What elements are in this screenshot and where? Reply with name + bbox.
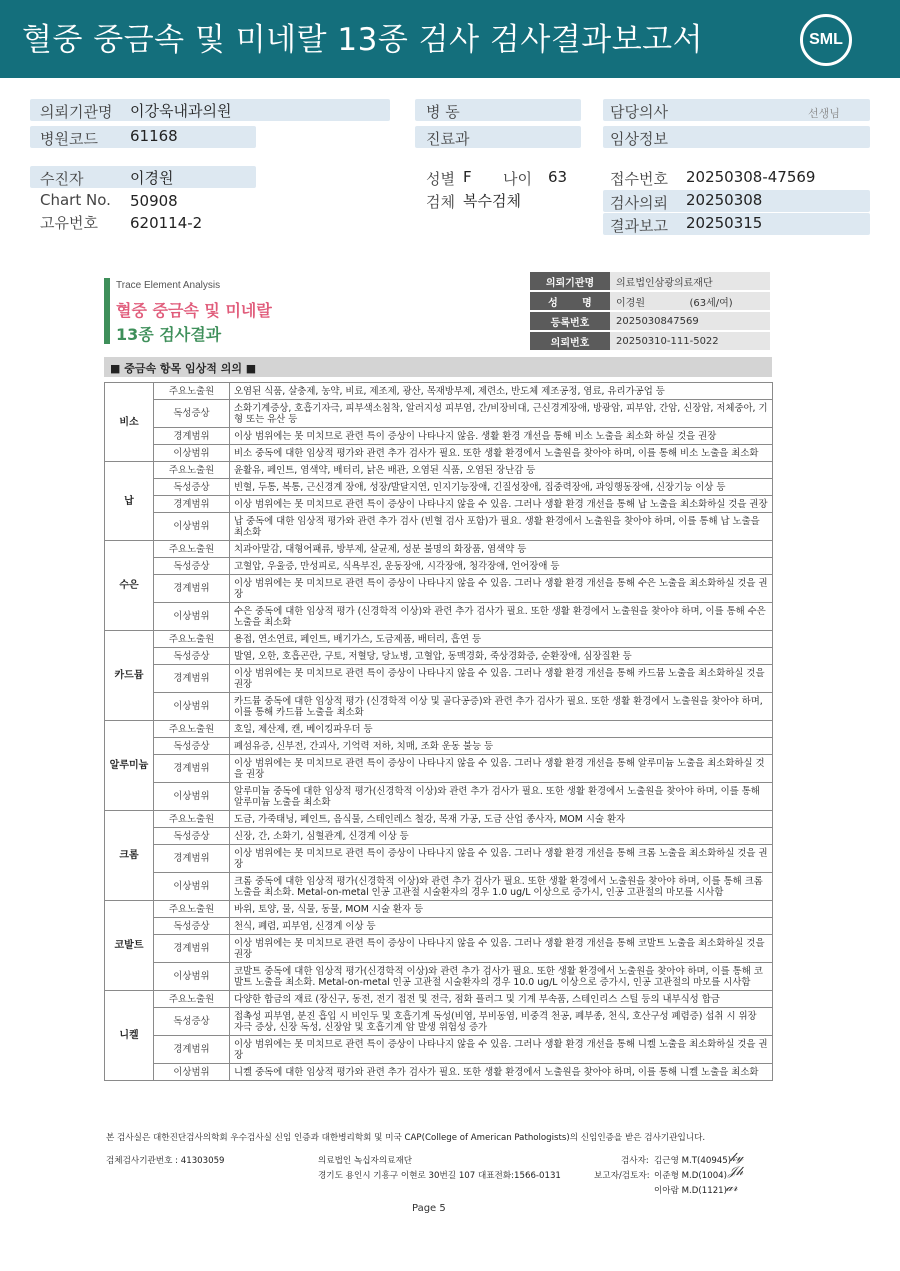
client-label: 의뢰기관명 (40, 103, 113, 121)
tester-label: 검사자: (621, 1156, 649, 1166)
row-category: 독성증상 (154, 1008, 230, 1036)
row-category: 경계범위 (154, 428, 230, 445)
table-row (105, 693, 773, 721)
table-row (105, 665, 773, 693)
table-row (105, 721, 773, 738)
report-title: 혈중 중금속 및 미네랄 13종 검사 검사결과보고서 (22, 22, 704, 58)
table-row (105, 513, 773, 541)
row-category: 독성증상 (154, 479, 230, 496)
table-row (105, 558, 773, 575)
certification-note: 본 검사실은 대한진단검사의학회 우수검사실 신임 인증과 대한병리학회 및 미국 CAP(College of American Pathologists)의 신임인증을 받은 검사기관입니다. (106, 1133, 706, 1143)
table-row (105, 873, 773, 901)
clinical-significance-table (104, 382, 773, 1081)
row-category: 이상범위 (154, 873, 230, 901)
element-name: 크롬 (105, 811, 154, 901)
hospital-code-value: 61168 (130, 127, 178, 145)
row-category: 이상범위 (154, 963, 230, 991)
row-category: 경계범위 (154, 755, 230, 783)
doctor-suffix: 선생님 (808, 107, 840, 120)
row-description: 호일, 제산제, 캔, 베이킹파우더 등 (230, 721, 773, 738)
reporter-signature-2: 𝒶𝓇 (726, 1180, 738, 1194)
table-row (105, 428, 773, 445)
row-description: 이상 범위에는 못 미치므로 관련 특이 증상이 나타나지 않을 수 있음. 그러나 생활 환경 개선을 통해 크롬 노출을 최소화하실 것을 권장 (230, 845, 773, 873)
element-name: 납 (105, 462, 154, 541)
row-category: 이상범위 (154, 603, 230, 631)
row-category: 주요노출원 (154, 383, 230, 400)
card-accent-bar (104, 278, 110, 344)
row-category: 독성증상 (154, 828, 230, 845)
patient-name-value: 이경원 (130, 169, 174, 187)
row-description: 알루미늄 중독에 대한 임상적 평가(신경학적 이상)와 관련 추가 검사가 필요. 또한 생활 환경에서 노출원을 찾아야 하며, 이를 통해 알루미늄 노출을 최소화 (230, 783, 773, 811)
row-category: 주요노출원 (154, 541, 230, 558)
table-row (105, 901, 773, 918)
element-name: 비소 (105, 383, 154, 462)
element-name: 알루미늄 (105, 721, 154, 811)
row-description: 카드뮴 중독에 대한 임상적 평가 (신경학적 이상 및 골다공증)와 관련 추가 검사가 필요. 또한 생활 환경에서 노출원을 찾아야 하며, 이를 통해 카드뮴 노출을 최소화 (230, 693, 773, 721)
request-date-value: 20250308 (686, 191, 763, 209)
client-value: 이강욱내과의원 (130, 102, 232, 120)
table-row (105, 1036, 773, 1064)
row-description: 이상 범위에는 못 미치므로 관련 특이 증상이 나타나지 않을 수 있음. 그러나 생활 환경 개선을 통해 알루미늄 노출을 최소화하실 것을 권장 (230, 755, 773, 783)
department-label: 진료과 (426, 130, 470, 148)
row-description: 이상 범위에는 못 미치므로 관련 특이 증상이 나타나지 않을 수 있음. 그러나 생활 환경 개선을 통해 코발트 노출을 최소화하실 것을 권장 (230, 935, 773, 963)
unique-id-label: 고유번호 (40, 214, 98, 232)
table-row (105, 755, 773, 783)
receipt-no-value: 20250308-47569 (686, 168, 816, 186)
row-description: 이상 범위에는 못 미치므로 관련 특이 증상이 나타나지 않음. 생활 환경 개선을 통해 비소 노출을 최소화 하실 것을 권장 (230, 428, 773, 445)
row-description: 윤활유, 페인트, 염색약, 배터리, 낡은 배관, 오염된 식품, 오염된 장난감 등 (230, 462, 773, 479)
row-category: 독성증상 (154, 558, 230, 575)
table-row (105, 828, 773, 845)
table-row (105, 603, 773, 631)
row-category: 주요노출원 (154, 462, 230, 479)
card-info-table (530, 270, 770, 352)
row-category: 독성증상 (154, 648, 230, 665)
row-description: 신장, 간, 소화기, 심혈관계, 신경계 이상 등 (230, 828, 773, 845)
row-description: 니켈 중독에 대한 임상적 평가와 관련 추가 검사가 필요. 또한 생활 환경에서 노출원을 찾아야 하며, 이를 통해 니켈 노출을 최소화 (230, 1064, 773, 1081)
row-category: 경계범위 (154, 575, 230, 603)
table-row (105, 783, 773, 811)
card-info-row (530, 312, 770, 330)
table-row (105, 445, 773, 462)
row-category: 경계범위 (154, 665, 230, 693)
card-info-value: 2025030847569 (610, 312, 770, 330)
row-description: 다양한 합금의 재료 (장신구, 동전, 전기 접전 및 전극, 점화 플러그 및 기계 부속품, 스테인리스 스틸 등의 내부식성 합금 (230, 991, 773, 1008)
unique-id-value: 620114-2 (130, 214, 203, 232)
row-category: 이상범위 (154, 513, 230, 541)
row-description: 접촉성 피부염, 분진 흡입 시 비인두 및 호흡기계 독성(비염, 부비동염, 비중격 천공, 폐부종, 천식, 호산구성 폐렴증) 섭취 시 위장 자극 증상, 신장 독성, 신장암 및 호흡기계 암 발생 위험성 증가 (230, 1008, 773, 1036)
page-number: Page 5 (412, 1203, 446, 1214)
logo-text: SML (809, 31, 843, 48)
row-description: 천식, 폐렴, 피부염, 신경계 이상 등 (230, 918, 773, 935)
row-description: 치과아말감, 대형어패류, 방부제, 살균제, 성분 불명의 화장품, 염색약 등 (230, 541, 773, 558)
table-row (105, 963, 773, 991)
row-description: 바위, 토양, 물, 식물, 동물, MOM 시술 환자 등 (230, 901, 773, 918)
chart-no-value: 50908 (130, 192, 178, 210)
table-row (105, 479, 773, 496)
row-description: 도금, 가죽태닝, 페인트, 음식물, 스테인레스 철강, 목재 가공, 도금 산업 종사자, MOM 시술 환자 (230, 811, 773, 828)
row-category: 이상범위 (154, 445, 230, 462)
specimen-value: 복수검체 (463, 192, 521, 210)
lab-number: 검체검사기관번호 : 41303059 (106, 1156, 225, 1166)
tester-signature: 𝓀𝓎 (730, 1150, 744, 1164)
card-info-value: 20250310-111-5022 (610, 332, 770, 350)
row-description: 이상 범위에는 못 미치므로 관련 특이 증상이 나타나지 않을 수 있음. 그러나 생활 환경 개선을 통해 니켈 노출을 최소화하실 것을 권장 (230, 1036, 773, 1064)
table-row (105, 648, 773, 665)
card-info-key: 의뢰번호 (530, 332, 610, 350)
request-date-label: 검사의뢰 (610, 194, 668, 212)
doctor-label: 담당의사 (610, 103, 668, 121)
specimen-label: 검체 (426, 193, 455, 211)
section-header (104, 357, 772, 377)
table-row (105, 462, 773, 479)
row-category: 이상범위 (154, 693, 230, 721)
row-description: 이상 범위에는 못 미치므로 관련 특이 증상이 나타나지 않을 수 있음. 그러나 생활 환경 개선을 통해 납 노출을 최소화하실 것을 권장 (230, 496, 773, 513)
row-category: 이상범위 (154, 1064, 230, 1081)
element-name: 코발트 (105, 901, 154, 991)
table-row (105, 991, 773, 1008)
row-category: 경계범위 (154, 1036, 230, 1064)
card-info-key: 의뢰기관명 (530, 272, 610, 290)
row-description: 소화기계증상, 호흡기자극, 피부색소침착, 알러지성 피부염, 간/비장비대, 근신경계장애, 방광암, 피부암, 간암, 신장암, 저체중아, 기형 또는 유산 등 (230, 400, 773, 428)
element-name: 카드뮴 (105, 631, 154, 721)
table-row (105, 845, 773, 873)
hospital-code-label: 병원코드 (40, 130, 98, 148)
card-info-key: 성 명 (530, 292, 610, 310)
row-description: 빈혈, 두통, 복통, 근신경계 장애, 성장/발달지연, 인지기능장애, 긴질성장애, 집중력장애, 과잉행동장애, 신장기능 이상 등 (230, 479, 773, 496)
tester-value: 김근영 M.T(40945) (654, 1156, 732, 1166)
card-subtitle: Trace Element Analysis (116, 280, 221, 291)
table-row (105, 575, 773, 603)
row-description: 폐섬유증, 신부전, 간괴사, 기억력 저하, 치매, 조화 운동 불능 등 (230, 738, 773, 755)
sml-logo (800, 14, 852, 66)
row-category: 경계범위 (154, 935, 230, 963)
row-description: 발열, 오한, 호흡곤란, 구토, 저혈당, 당뇨병, 고혈압, 동맥경화, 죽상경화증, 순환장애, 심장질환 등 (230, 648, 773, 665)
card-info-key: 등록번호 (530, 312, 610, 330)
row-category: 독성증상 (154, 918, 230, 935)
chart-no-label: Chart No. (40, 191, 111, 209)
table-row (105, 541, 773, 558)
card-info-value: 이경원 (63세/여) (610, 292, 770, 310)
row-description: 수은 중독에 대한 임상적 평가 (신경학적 이상)와 관련 추가 검사가 필요. 또한 생활 환경에서 노출원을 찾아야 하며, 이를 통해 수은 노출을 최소화 (230, 603, 773, 631)
report-date-value: 20250315 (686, 214, 763, 232)
table-row (105, 496, 773, 513)
reporter-2: 이아람 M.D(1121) (654, 1186, 727, 1196)
row-category: 주요노출원 (154, 901, 230, 918)
element-name: 수은 (105, 541, 154, 631)
table-row (105, 383, 773, 400)
org-name: 의료법인 녹십자의료재단 (318, 1156, 413, 1166)
table-row (105, 935, 773, 963)
receipt-no-label: 접수번호 (610, 170, 668, 188)
row-category: 경계범위 (154, 845, 230, 873)
ward-label: 병 동 (426, 103, 460, 121)
table-row (105, 1064, 773, 1081)
row-category: 주요노출원 (154, 991, 230, 1008)
row-description: 오염된 식품, 살충제, 농약, 비료, 제조제, 광산, 목재방부제, 제련소, 반도체 제조공정, 염료, 유리가공업 등 (230, 383, 773, 400)
row-description: 이상 범위에는 못 미치므로 관련 특이 증상이 나타나지 않을 수 있음. 그러나 생활 환경 개선을 통해 수은 노출을 최소화하실 것을 권장 (230, 575, 773, 603)
table-row (105, 400, 773, 428)
row-category: 독성증상 (154, 400, 230, 428)
row-category: 독성증상 (154, 738, 230, 755)
element-name: 니켈 (105, 991, 154, 1081)
report-header (0, 0, 900, 78)
row-description: 고혈압, 우울증, 만성피로, 식욕부진, 운동장애, 시각장애, 청각장애, 언어장애 등 (230, 558, 773, 575)
org-address: 경기도 용인시 기흥구 이현로 30번길 107 대표전화:1566-0131 (318, 1171, 561, 1181)
row-description: 비소 중독에 대한 임상적 평가와 관련 추가 검사가 필요. 또한 생활 환경에서 노출원을 찾아야 하며, 이를 통해 비소 노출을 최소화 (230, 445, 773, 462)
report-date-label: 결과보고 (610, 217, 668, 235)
age-label: 나이 (503, 170, 532, 188)
section-title: ■ 중금속 항목 임상적 의의 ■ (110, 362, 257, 375)
table-row (105, 811, 773, 828)
card-info-value: 의료법인삼광의료재단 (610, 272, 770, 290)
reporter-label: 보고자/검토자: (594, 1171, 650, 1181)
card-title-line1: 혈중 중금속 및 미네랄 (116, 301, 272, 320)
age-value: 63 (548, 168, 568, 186)
card-info-row (530, 292, 770, 310)
row-category: 이상범위 (154, 783, 230, 811)
row-category: 경계범위 (154, 496, 230, 513)
card-info-row (530, 272, 770, 290)
table-row (105, 1008, 773, 1036)
row-description: 이상 범위에는 못 미치므로 관련 특이 증상이 나타나지 않을 수 있음. 그러나 생활 환경 개선을 통해 카드뮴 노출을 최소화하실 것을 권장 (230, 665, 773, 693)
table-row (105, 738, 773, 755)
row-description: 용접, 연소연료, 페인트, 배기가스, 도금제품, 배터리, 흡연 등 (230, 631, 773, 648)
row-description: 크롬 중독에 대한 임상적 평가(신경학적 이상)와 관련 추가 검사가 필요. 또한 생활 환경에서 노출원을 찾아야 하며, 이를 통해 크롬 노출을 최소화. Metal-on-metal 인공 고관절 시술환자의 경우 1.0 ug/L 이상으로 증가시, 인공 고관절의 마모를 시사함 (230, 873, 773, 901)
sex-label: 성별 (426, 170, 455, 188)
row-description: 코발트 중독에 대한 임상적 평가(신경학적 이상)와 관련 추가 검사가 필요. 또한 생활 환경에서 노출원을 찾아야 하며, 이를 통해 코발트 노출을 최소화. Metal-on-metal 인공 고관절 시술환자의 경우 10.0 ug/L 이상으로 증가시, 인공 고관절의 마모를 시사함 (230, 963, 773, 991)
card-info-row (530, 332, 770, 350)
row-category: 주요노출원 (154, 811, 230, 828)
table-row (105, 631, 773, 648)
patient-name-label: 수진자 (40, 170, 84, 188)
sex-value: F (463, 168, 472, 186)
row-category: 주요노출원 (154, 721, 230, 738)
row-category: 주요노출원 (154, 631, 230, 648)
reporter-1: 이준형 M.D(1004) (654, 1171, 727, 1181)
clinical-info-label: 임상정보 (610, 130, 668, 148)
table-row (105, 918, 773, 935)
card-title-line2: 13종 검사결과 (116, 325, 222, 344)
reporter-signature-1: 𝒥𝒽 (728, 1164, 744, 1178)
row-description: 납 중독에 대한 임상적 평가와 관련 추가 검사 (빈혈 검사 포함)가 필요. 생활 환경에서 노출원을 찾아야 하며, 이를 통해 납 노출을 최소화 (230, 513, 773, 541)
